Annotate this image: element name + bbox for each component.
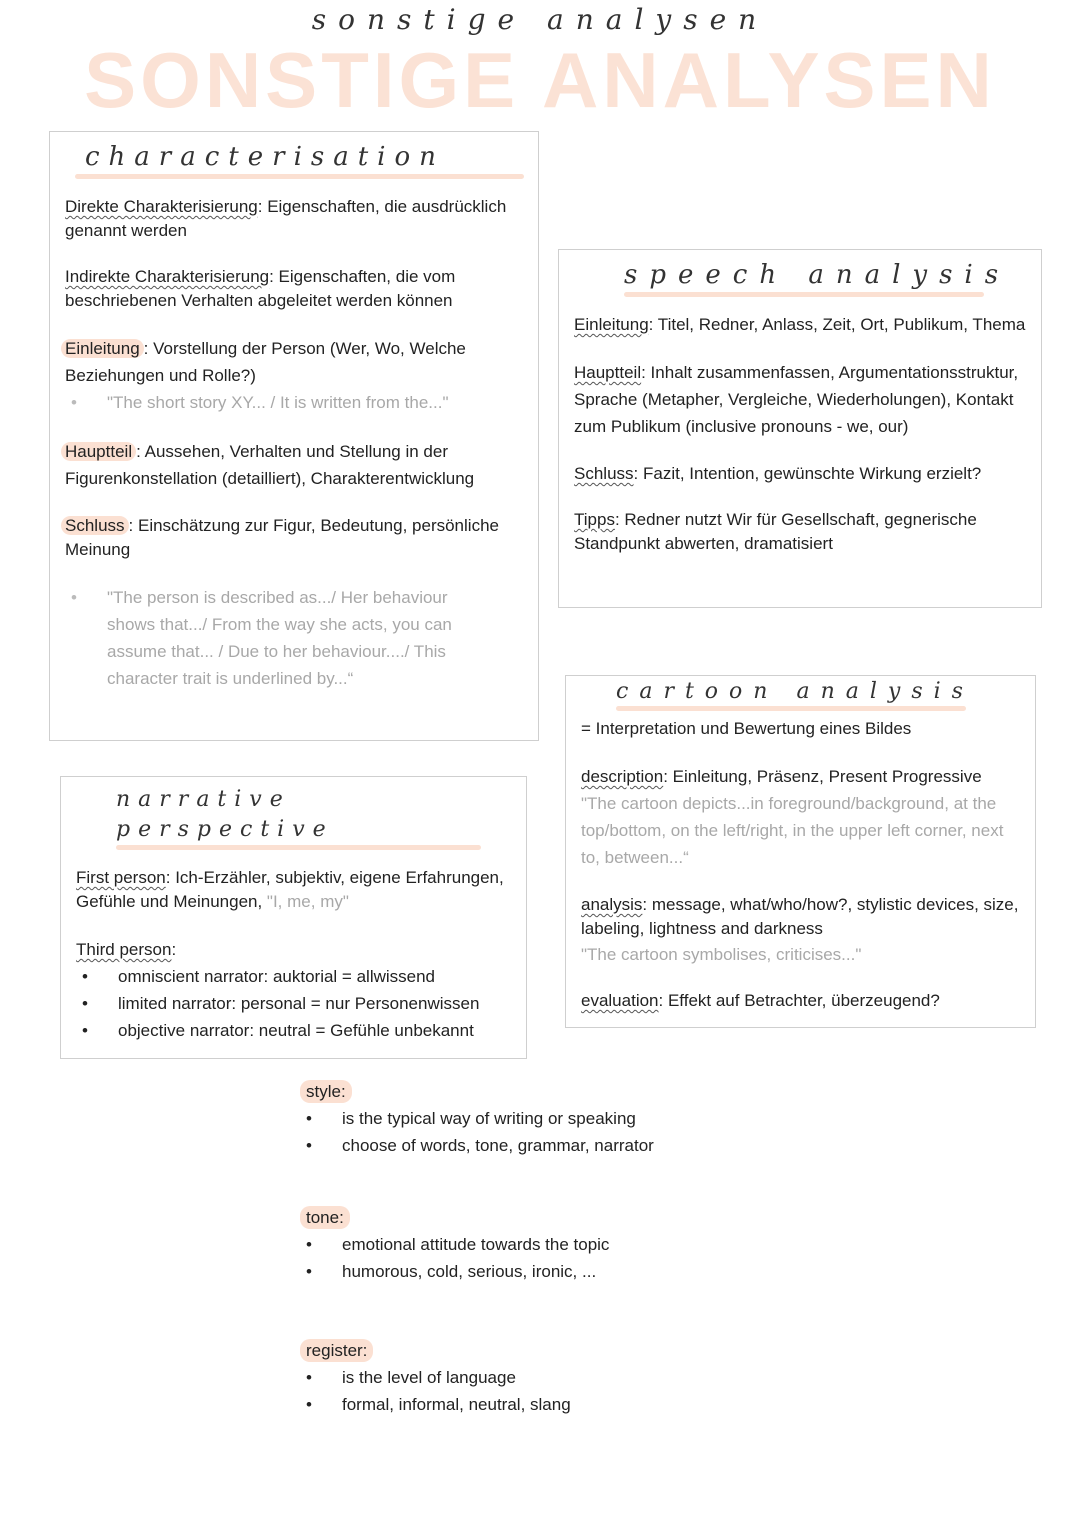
label: Indirekte Charakterisierung [65, 267, 270, 286]
example: "I, me, my" [266, 892, 349, 911]
label: Einleitung [61, 339, 144, 358]
text: : Einschätzung zur Figur, Bedeutung, persönliche Meinung [65, 516, 499, 559]
heading-highlight [616, 706, 966, 711]
characterisation-card [49, 131, 539, 741]
text: : Eigenschaften, die ausdrücklich genannt werden [65, 197, 507, 240]
list-item: • is the level of language [300, 1364, 820, 1391]
term-style [300, 1078, 820, 1159]
speech-main [574, 359, 1027, 440]
cartoon-analysis-card [565, 675, 1036, 1028]
text: : Ich-Erzähler, subjektiv, eigene Erfahrungen, Gefühle und Meinungen, [76, 868, 504, 911]
narrative-perspective-card [60, 776, 527, 1059]
narrative-heading: narrative perspective [116, 787, 334, 842]
list-item: • emotional attitude towards the topic [300, 1231, 820, 1258]
conclusion-example: • "The person is described as.../ Her behaviour shows that.../ From the way she acts, you can assume that... / Due to her behaviour..../ This character trait is underlined by...“ [65, 584, 477, 692]
label: Hauptteil [61, 442, 136, 461]
list-item: • is the typical way of writing or speaking [300, 1105, 820, 1132]
cartoon-heading: cartoon analysis [616, 679, 974, 704]
list-item: • limited narrator: personal = nur Personenwissen [76, 990, 512, 1017]
term-tone [300, 1204, 820, 1285]
conclusion [65, 514, 524, 562]
label: Tipps [574, 510, 615, 529]
text: : Fazit, Intention, gewünschte Wirkung erzielt? [633, 464, 982, 483]
term-label: tone: [300, 1206, 350, 1229]
text: : Eigenschaften, die vom beschriebenen Verhalten abgeleitet werden können [65, 267, 456, 310]
text: : Inhalt zusammenfassen, Argumentationsstruktur, Sprache (Metapher, Vergleiche, Wiederholungen), Kontakt zum Publikum (inclusive pronouns - we, our) [574, 363, 1019, 436]
text: : Redner nutzt Wir für Gesellschaft, gegnerische Standpunkt abwerten, dramatisiert [574, 510, 977, 553]
page-title-script: sonstige analysen [311, 3, 769, 36]
heading-highlight [75, 174, 524, 179]
analysis-example: "The cartoon symbolises, criticises..." [581, 945, 862, 964]
main-part [65, 438, 524, 492]
text: : message, what/who/how?, stylistic devices, size, labeling, lightness and darkness [581, 895, 1019, 938]
cartoon-evaluation [581, 989, 1021, 1013]
speech-conclusion [574, 462, 1027, 486]
text: : Aussehen, Verhalten und Stellung in der Figurenkonstellation (detailliert), Charakterentwicklung [65, 442, 475, 488]
label: Einleitung [574, 315, 649, 334]
text: : Titel, Redner, Anlass, Zeit, Ort, Publikum, Thema [648, 315, 1026, 334]
term-label: style: [300, 1080, 352, 1103]
first-person [76, 866, 512, 914]
label: First person [76, 868, 166, 887]
label: analysis [581, 895, 643, 914]
label: description [581, 767, 664, 786]
colon: : [171, 940, 177, 959]
list-item: • omniscient narrator: auktorial = allwissend [76, 963, 512, 990]
list-item: • humorous, cold, serious, ironic, ... [300, 1258, 820, 1285]
speech-heading: speech analysis [624, 260, 1011, 290]
cartoon-description [581, 763, 1021, 871]
speech-intro [574, 313, 1027, 337]
label: Hauptteil [574, 363, 642, 382]
text: : Vorstellung der Person (Wer, Wo, Welche Beziehungen und Rolle?) [65, 339, 466, 385]
heading-highlight [116, 845, 481, 850]
intro-example: • "The short story XY... / It is written from the..." [65, 389, 467, 416]
label: Schluss [574, 464, 634, 483]
intro [65, 335, 524, 416]
cartoon-definition: = Interpretation und Bewertung eines Bildes [581, 719, 912, 738]
text: : Einleitung, Präsenz, Present Progressive [663, 767, 982, 786]
third-person [76, 936, 512, 1044]
text: : Effekt auf Betrachter, überzeugend? [658, 991, 940, 1010]
term-label: register: [300, 1339, 373, 1362]
characterisation-heading: characterisation [85, 142, 445, 172]
indirect-characterisation [65, 265, 524, 313]
speech-tips [574, 508, 1027, 556]
cartoon-analysis [581, 893, 1021, 967]
list-item: • formal, informal, neutral, slang [300, 1391, 820, 1418]
direct-characterisation [65, 195, 524, 243]
heading-highlight [624, 292, 984, 297]
label: Third person [76, 940, 172, 959]
label: Direkte Charakterisierung [65, 197, 258, 216]
label: evaluation [581, 991, 659, 1010]
list-item: • objective narrator: neutral = Gefühle unbekannt [76, 1017, 512, 1044]
list-item: • choose of words, tone, grammar, narrator [300, 1132, 820, 1159]
page-title: SONSTIGE ANALYSEN [84, 36, 996, 124]
description-example: "The cartoon depicts...in foreground/background, at the top/bottom, on the left/right, in the upper left corner, next to, between...“ [581, 794, 1004, 867]
term-register [300, 1337, 820, 1418]
label: Schluss [61, 516, 129, 535]
speech-analysis-card [558, 249, 1042, 608]
